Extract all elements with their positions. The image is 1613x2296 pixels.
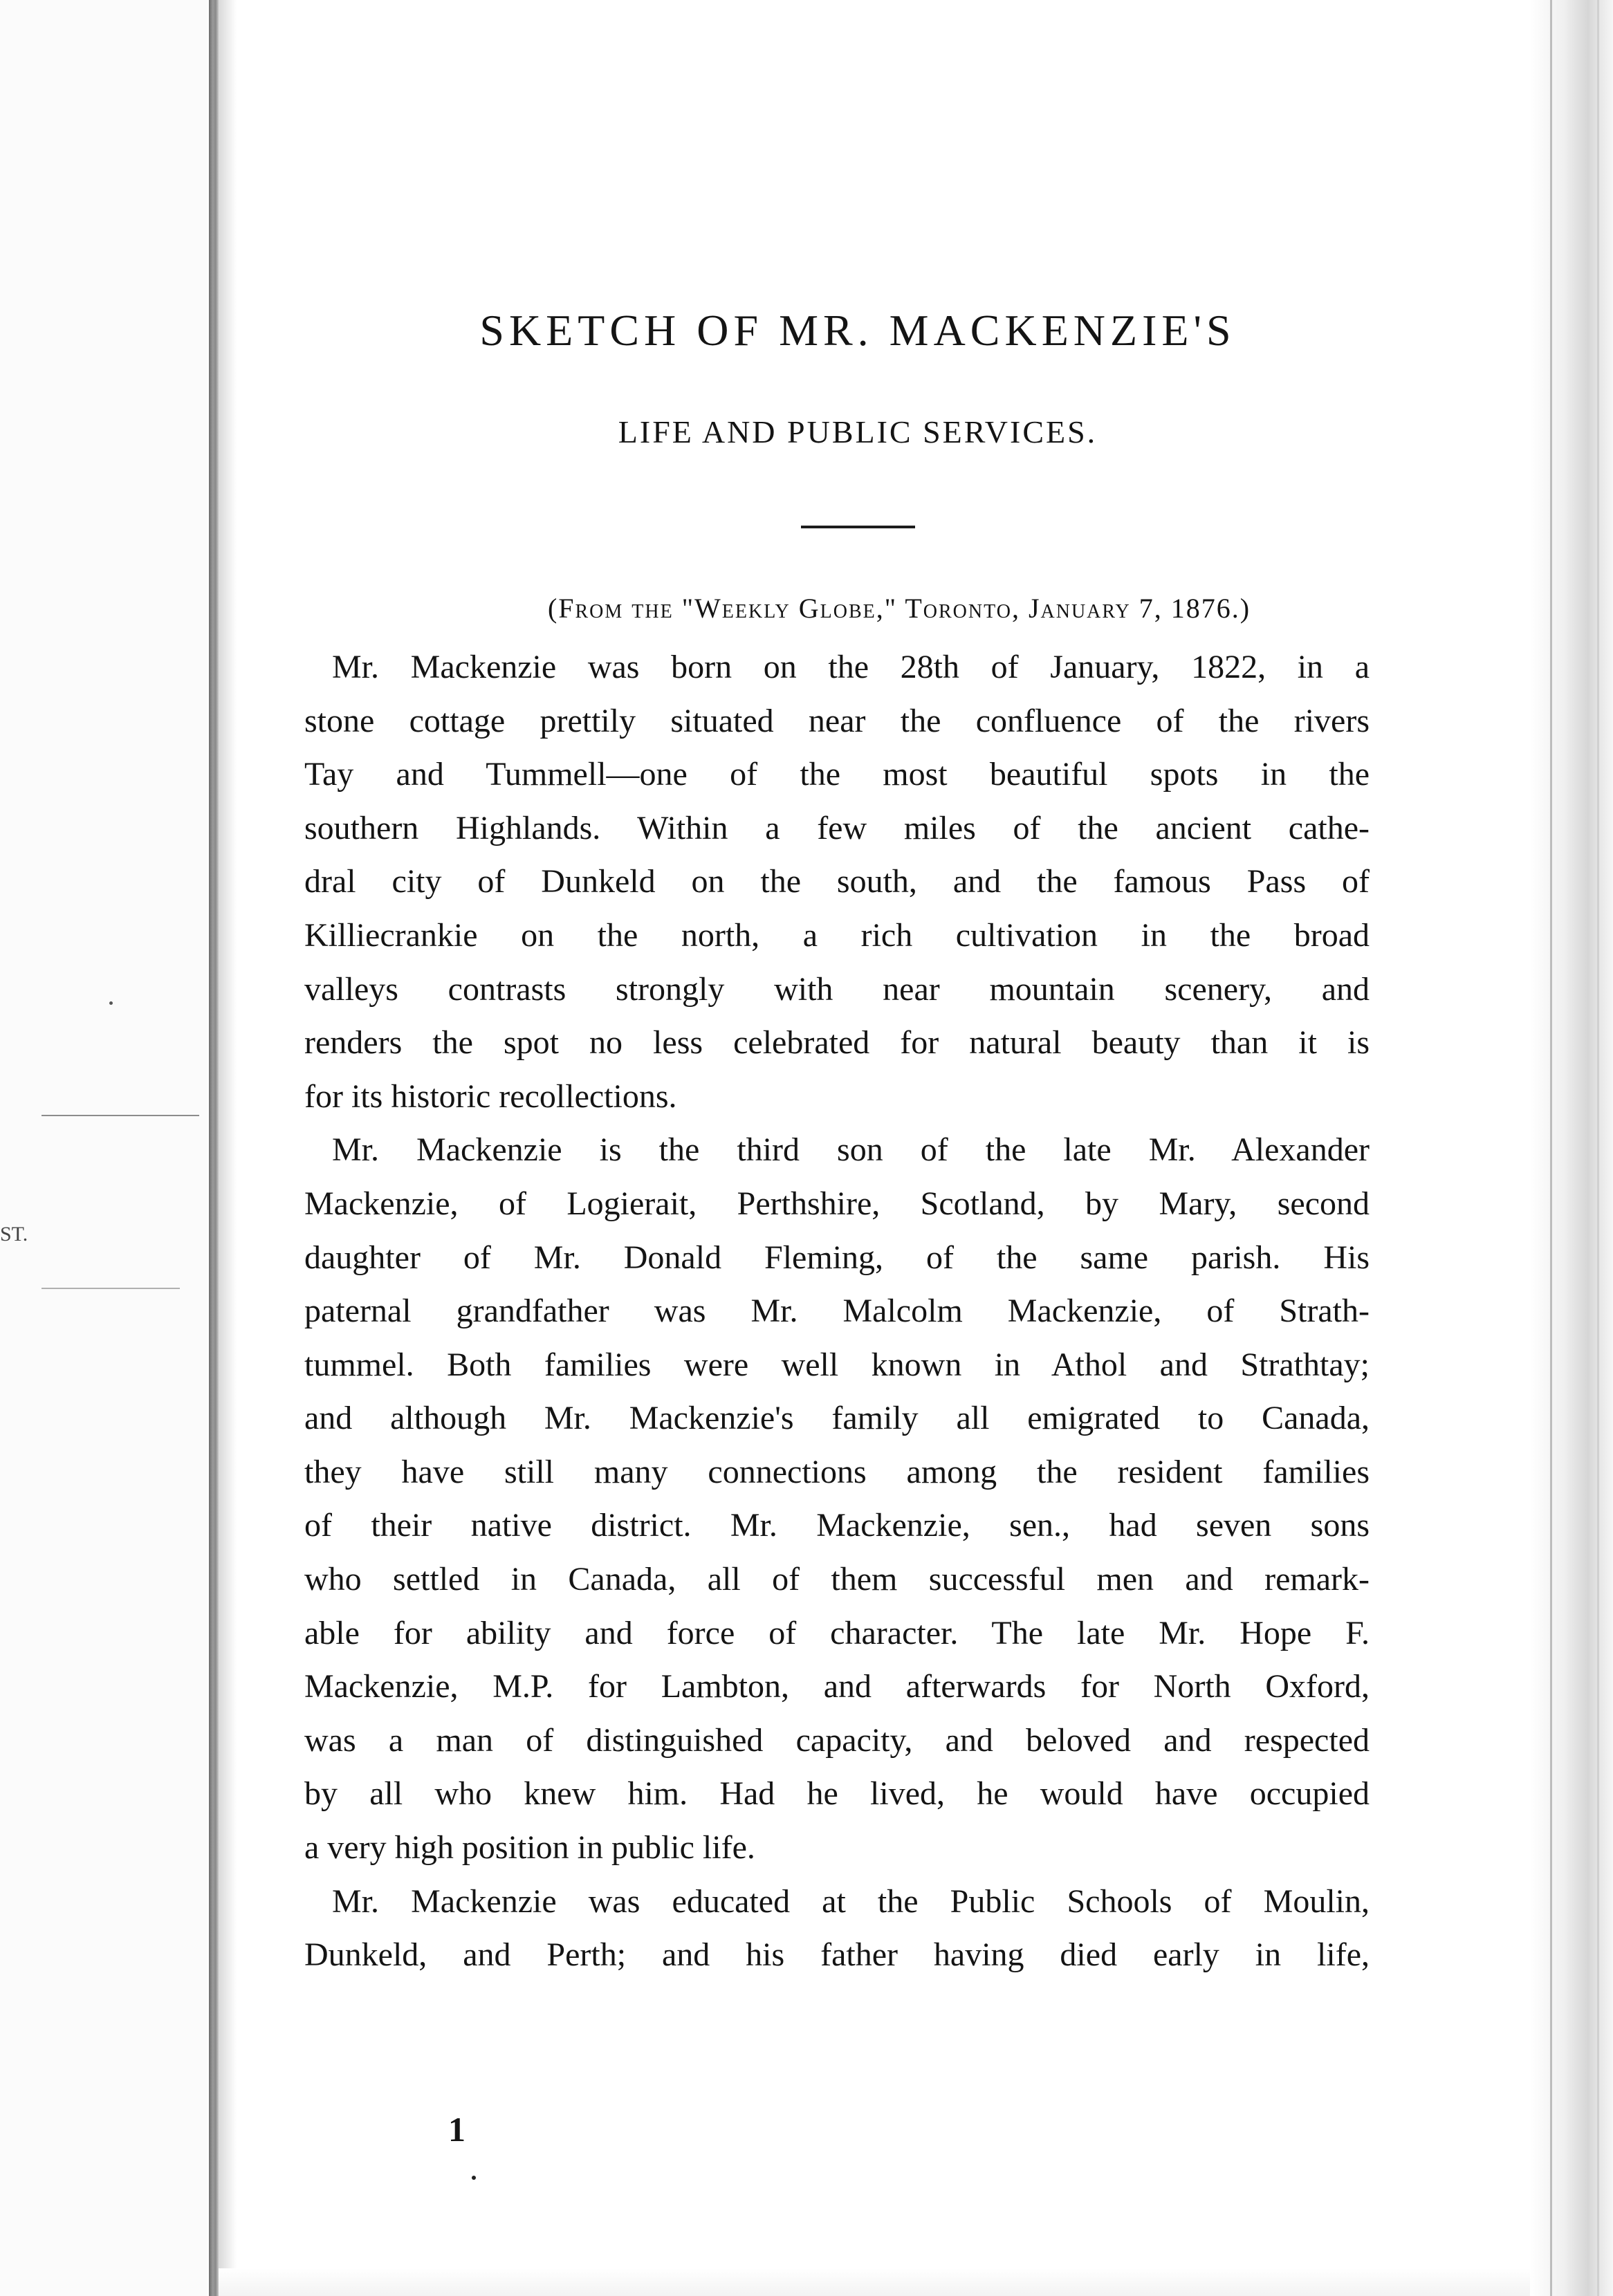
text-line: they have still many connections among the resident families — [304, 1453, 1370, 1490]
text-line: daughter of Mr. Donald Fleming, of the same parish. His — [304, 1239, 1370, 1276]
right-edge-line — [1550, 0, 1552, 2296]
document-body — [304, 304, 1370, 1982]
text-line: Mr. Mackenzie was educated at the Public Schools of Moulin, — [332, 1882, 1370, 1920]
left-page-edge — [0, 0, 208, 2296]
source-citation: (From the "Weekly Globe," Toronto, January 7, 1876.) — [547, 592, 1251, 624]
text-line: Mackenzie, M.P. for Lambton, and afterwards for North Oxford, — [304, 1668, 1370, 1705]
document-title: SKETCH OF MR. MACKENZIE'S — [479, 306, 1236, 355]
text-line: tummel. Both families were well known in Athol and Strathtay; — [304, 1346, 1370, 1383]
text-line: a very high position in public life. — [304, 1829, 755, 1867]
paragraph-1 — [304, 640, 1370, 1123]
text-line: for its historic recollections. — [304, 1077, 677, 1115]
document-subtitle: LIFE AND PUBLIC SERVICES. — [618, 414, 1098, 450]
left-page-mark — [109, 1001, 113, 1005]
spine-shadow — [219, 0, 237, 2296]
right-edge-line-outer — [1597, 0, 1599, 2296]
left-page-rule-bottom — [42, 1288, 180, 1289]
text-line: Tay and Tummell—one of the most beautiful spots in the — [304, 756, 1370, 793]
right-page-edge — [1530, 0, 1613, 2296]
text-line: Killiecrankie on the north, a rich cultivation in the broad — [304, 916, 1370, 954]
text-line: dral city of Dunkeld on the south, and the famous Pass of — [304, 863, 1370, 900]
text-line: was a man of distinguished capacity, and beloved and respected — [304, 1721, 1370, 1759]
paragraph-2 — [304, 1123, 1370, 1874]
text-line: Mr. Mackenzie was born on the 28th of January, 1822, in a — [332, 648, 1370, 685]
text-line: southern Highlands. Within a few miles of the ancient cathe- — [304, 809, 1370, 846]
text-line: valleys contrasts strongly with near mountain scenery, and — [304, 970, 1370, 1008]
text-line: Dunkeld, and Perth; and his father having died early in life, — [304, 1936, 1370, 1974]
text-line: Mr. Mackenzie is the third son of the late Mr. Alexander — [332, 1131, 1370, 1169]
text-line: renders the spot no less celebrated for natural beauty than it is — [304, 1024, 1370, 1062]
text-line: who settled in Canada, all of them successful men and remark- — [304, 1561, 1370, 1598]
left-page-fragment: ST. — [0, 1223, 28, 1246]
text-line: able for ability and force of character. The late Mr. Hope F. — [304, 1614, 1370, 1651]
page-mark — [472, 2176, 476, 2180]
book-spine — [209, 0, 219, 2296]
text-line: of their native district. Mr. Mackenzie, sen., had seven sons — [304, 1507, 1370, 1544]
paragraph-3 — [304, 1875, 1370, 1982]
title-rule — [801, 526, 915, 528]
left-page-rule-top — [42, 1115, 199, 1116]
text-line: stone cottage prettily situated near the confluence of the rivers — [304, 702, 1370, 739]
text-line: by all who knew him. Had he lived, he would have occupied — [304, 1775, 1370, 1813]
bottom-page-shade — [219, 2268, 1530, 2296]
text-line: and although Mr. Mackenzie's family all emigrated to Canada, — [304, 1400, 1370, 1437]
page-number: 1 — [448, 2110, 466, 2149]
text-line: Mackenzie, of Logierait, Perthshire, Scotland, by Mary, second — [304, 1185, 1370, 1222]
text-line: paternal grandfather was Mr. Malcolm Mackenzie, of Strath- — [304, 1293, 1370, 1330]
